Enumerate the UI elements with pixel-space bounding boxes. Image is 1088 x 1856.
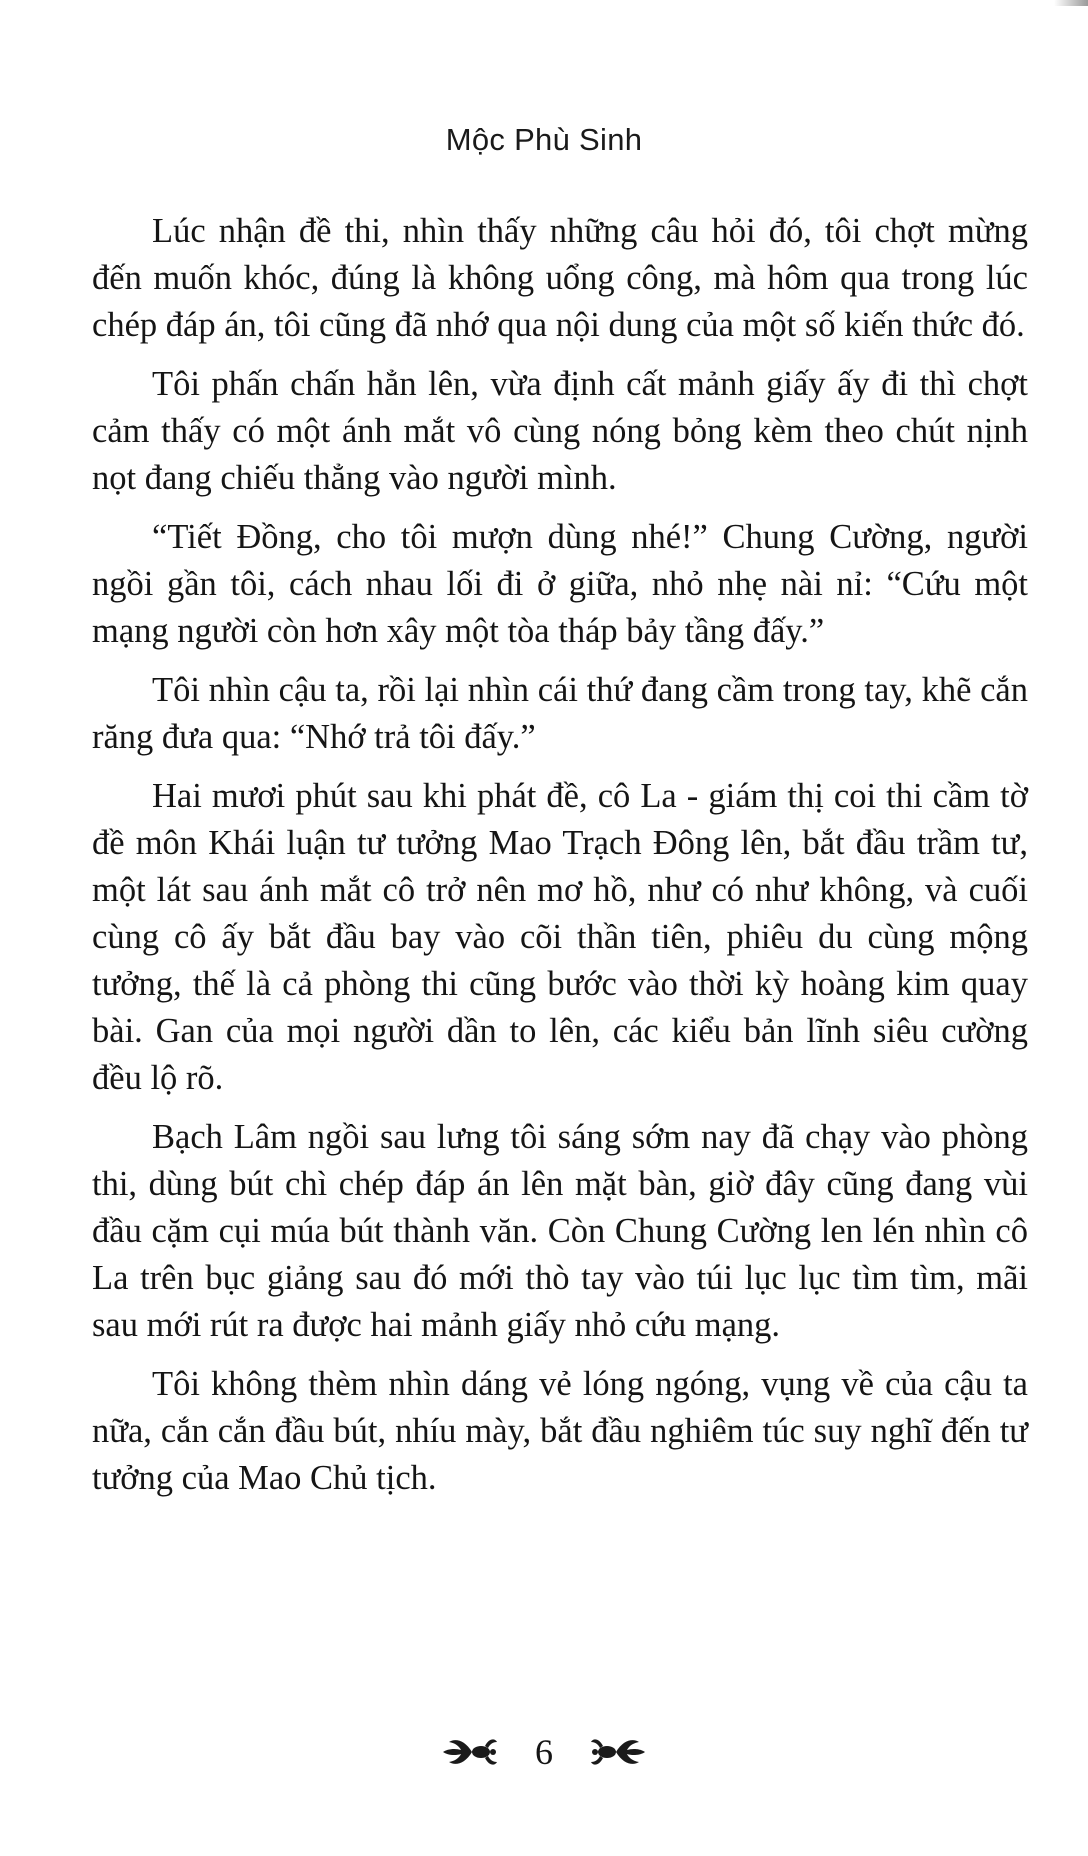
paragraph: Tôi phấn chấn hẳn lên, vừa định cất mảnh giấy ấy đi thì chợt cảm thấy có một ánh mắt vô cùng nóng bỏng kèm theo chút nịnh nọt đang chiếu thẳng vào người mình. (92, 365, 1028, 497)
fleuron-right-icon (589, 1732, 647, 1772)
paragraph: Tôi không thèm nhìn dáng vẻ lóng ngóng, vụng về của cậu ta nữa, cắn cắn đầu bút, nhíu mày, bắt đầu nghiêm túc suy nghĩ đến tư tưởng của Mao Chủ tịch. (92, 1365, 1028, 1497)
fleuron-left-icon (441, 1732, 499, 1772)
page-body (92, 208, 1028, 1514)
paragraph: Lúc nhận đề thi, nhìn thấy những câu hỏi đó, tôi chợt mừng đến muốn khóc, đúng là không uổng công, mà hôm qua trong lúc chép đáp án, tôi cũng đã nhớ qua nội dung của một số kiến thức đó. (92, 212, 1028, 344)
page-footer (0, 1722, 1088, 1782)
page-number: 6 (535, 1732, 553, 1772)
paragraph: Hai mươi phút sau khi phát đề, cô La - giám thị coi thi cầm tờ đề môn Khái luận tư tưởng Mao Trạch Đông lên, bắt đầu trầm tư, một lát sau ánh mắt cô trở nên mơ hồ, như có như không, và cuối cùng cô ấy bắt đầu bay vào cõi thần tiên, phiêu du cùng mộng tưởng, thế là cả phòng thi cũng bước vào thời kỳ hoàng kim quay bài. Gan của mọi người dần to lên, các kiểu bản lĩnh siêu cường đều lộ rõ. (92, 777, 1028, 1097)
paragraph: Tôi nhìn cậu ta, rồi lại nhìn cái thứ đang cầm trong tay, khẽ cắn răng đưa qua: “Nhớ trả tôi đấy.” (92, 671, 1028, 756)
running-head-title: Mộc Phù Sinh (445, 122, 643, 157)
paragraph: Bạch Lâm ngồi sau lưng tôi sáng sớm nay đã chạy vào phòng thi, dùng bút chì chép đáp án lên mặt bàn, giờ đây cũng đang vùi đầu cặm cụi múa bút thành văn. Còn Chung Cường len lén nhìn cô La trên bục giảng sau đó mới thò tay vào túi lục lục tìm tìm, mãi sau mới rút ra được hai mảnh giấy nhỏ cứu mạng. (92, 1118, 1028, 1344)
paragraph: “Tiết Đồng, cho tôi mượn dùng nhé!” Chung Cường, người ngồi gần tôi, cách nhau lối đi ở giữa, nhỏ nhẹ nài nỉ: “Cứu một mạng người còn hơn xây một tòa tháp bảy tầng đấy.” (92, 518, 1028, 650)
scan-edge-mark (1054, 0, 1088, 6)
